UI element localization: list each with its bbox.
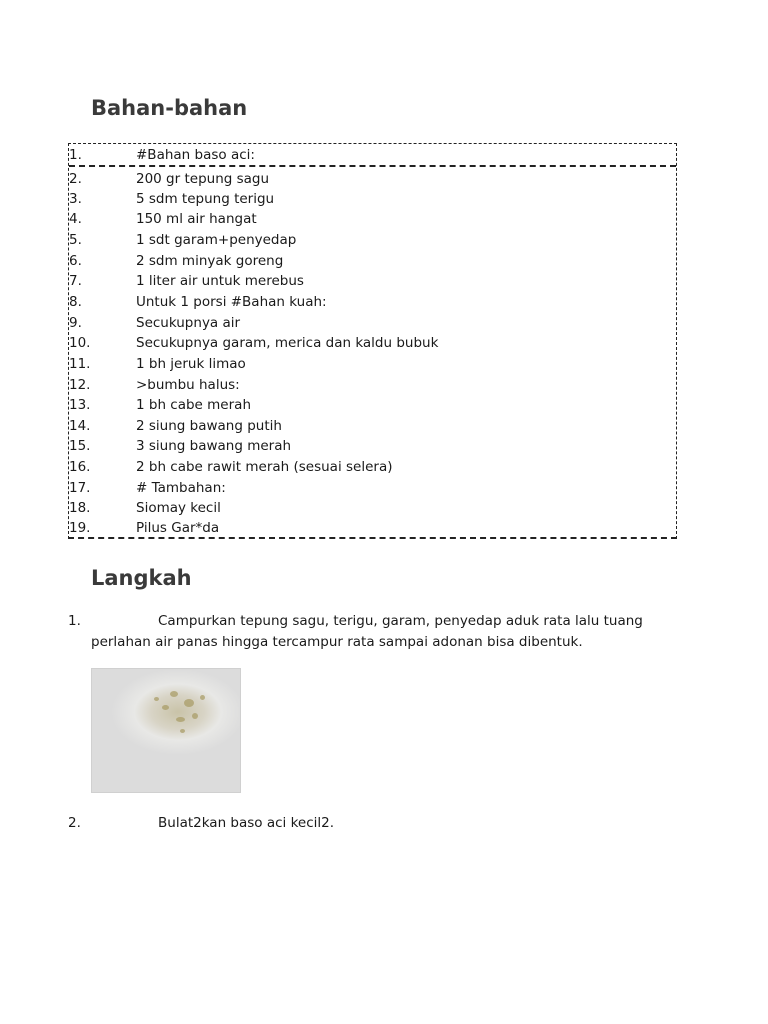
ingredient-number: 12. — [69, 377, 91, 393]
ingredient-number: 11. — [69, 356, 91, 372]
ingredient-item — [69, 251, 676, 271]
step-number: 1. — [68, 613, 81, 629]
ingredient-text: 5 sdm tepung terigu — [136, 191, 275, 207]
ingredient-text: 1 sdt garam+penyedap — [136, 232, 297, 248]
ingredient-number: 9. — [69, 315, 82, 331]
ingredient-item — [69, 436, 676, 456]
ingredient-item — [69, 169, 676, 189]
ingredients-list — [68, 143, 677, 539]
ingredient-number: 3. — [69, 191, 82, 207]
ingredient-item — [69, 518, 676, 538]
ingredient-text: 1 bh cabe merah — [136, 397, 251, 413]
ingredients-heading: Bahan-bahan — [91, 96, 248, 120]
ingredient-text: #Bahan baso aci: — [136, 147, 255, 163]
ingredient-text: Pilus Gar*da — [136, 520, 220, 536]
ingredient-number: 15. — [69, 438, 91, 454]
ingredient-text: 2 siung bawang putih — [136, 418, 282, 434]
ingredient-number: 2. — [69, 171, 82, 187]
ingredient-number: 10. — [69, 335, 91, 351]
ingredient-item — [69, 313, 676, 333]
ingredient-item — [69, 498, 676, 518]
ingredient-text: 1 liter air untuk merebus — [136, 273, 304, 289]
step-item — [68, 611, 668, 653]
ingredient-number: 1. — [69, 147, 82, 163]
ingredient-text: Secukupnya air — [136, 315, 241, 331]
ingredient-number: 16. — [69, 459, 91, 475]
ingredient-item — [69, 271, 676, 291]
ingredient-item — [69, 209, 676, 229]
ingredient-item — [69, 230, 676, 250]
ingredient-item — [69, 478, 676, 498]
step-photo — [91, 668, 241, 793]
ingredient-item — [69, 292, 676, 312]
ingredient-item — [69, 395, 676, 415]
ingredient-item — [69, 457, 676, 477]
ingredient-item — [69, 145, 676, 165]
photo-detail — [184, 699, 194, 707]
ingredient-number: 8. — [69, 294, 82, 310]
ingredient-text: >bumbu halus: — [136, 377, 240, 393]
ingredient-text: 1 bh jeruk limao — [136, 356, 246, 372]
ingredient-text: 2 sdm minyak goreng — [136, 253, 284, 269]
step-item — [68, 813, 668, 834]
ingredient-number: 6. — [69, 253, 82, 269]
ingredient-text: 3 siung bawang merah — [136, 438, 292, 454]
photo-detail — [162, 705, 169, 710]
ingredient-number: 4. — [69, 211, 82, 227]
ingredient-number: 18. — [69, 500, 91, 516]
ingredient-number: 13. — [69, 397, 91, 413]
photo-detail — [180, 729, 185, 733]
ingredient-text: # Tambahan: — [136, 480, 226, 496]
ingredient-number: 14. — [69, 418, 91, 434]
ingredient-text: Secukupnya garam, merica dan kaldu bubuk — [136, 335, 439, 351]
ingredient-number: 7. — [69, 273, 82, 289]
steps-heading: Langkah — [91, 566, 192, 590]
ingredient-number: 17. — [69, 480, 91, 496]
ingredient-item — [69, 416, 676, 436]
ingredient-item — [69, 354, 676, 374]
ingredient-item — [69, 375, 676, 395]
step-text: Campurkan tepung sagu, terigu, garam, penyedap aduk rata lalu tuang perlahan air panas hingga tercampur rata sampai adonan bisa dibentuk. — [91, 613, 643, 650]
ingredient-item — [69, 189, 676, 209]
ingredient-text: 2 bh cabe rawit merah (sesuai selera) — [136, 459, 393, 475]
photo-detail — [192, 713, 198, 719]
step-text: Bulat2kan baso aci kecil2. — [158, 815, 335, 831]
ingredient-text: 150 ml air hangat — [136, 211, 257, 227]
photo-detail — [154, 697, 159, 701]
step-number: 2. — [68, 815, 81, 831]
divider — [69, 165, 676, 167]
ingredient-item — [69, 333, 676, 353]
ingredient-text: Siomay kecil — [136, 500, 221, 516]
ingredient-number: 19. — [69, 520, 91, 536]
photo-detail — [170, 691, 178, 697]
ingredient-text: 200 gr tepung sagu — [136, 171, 270, 187]
photo-detail — [200, 695, 205, 700]
photo-detail — [176, 717, 185, 722]
ingredient-number: 5. — [69, 232, 82, 248]
ingredient-text: Untuk 1 porsi #Bahan kuah: — [136, 294, 327, 310]
